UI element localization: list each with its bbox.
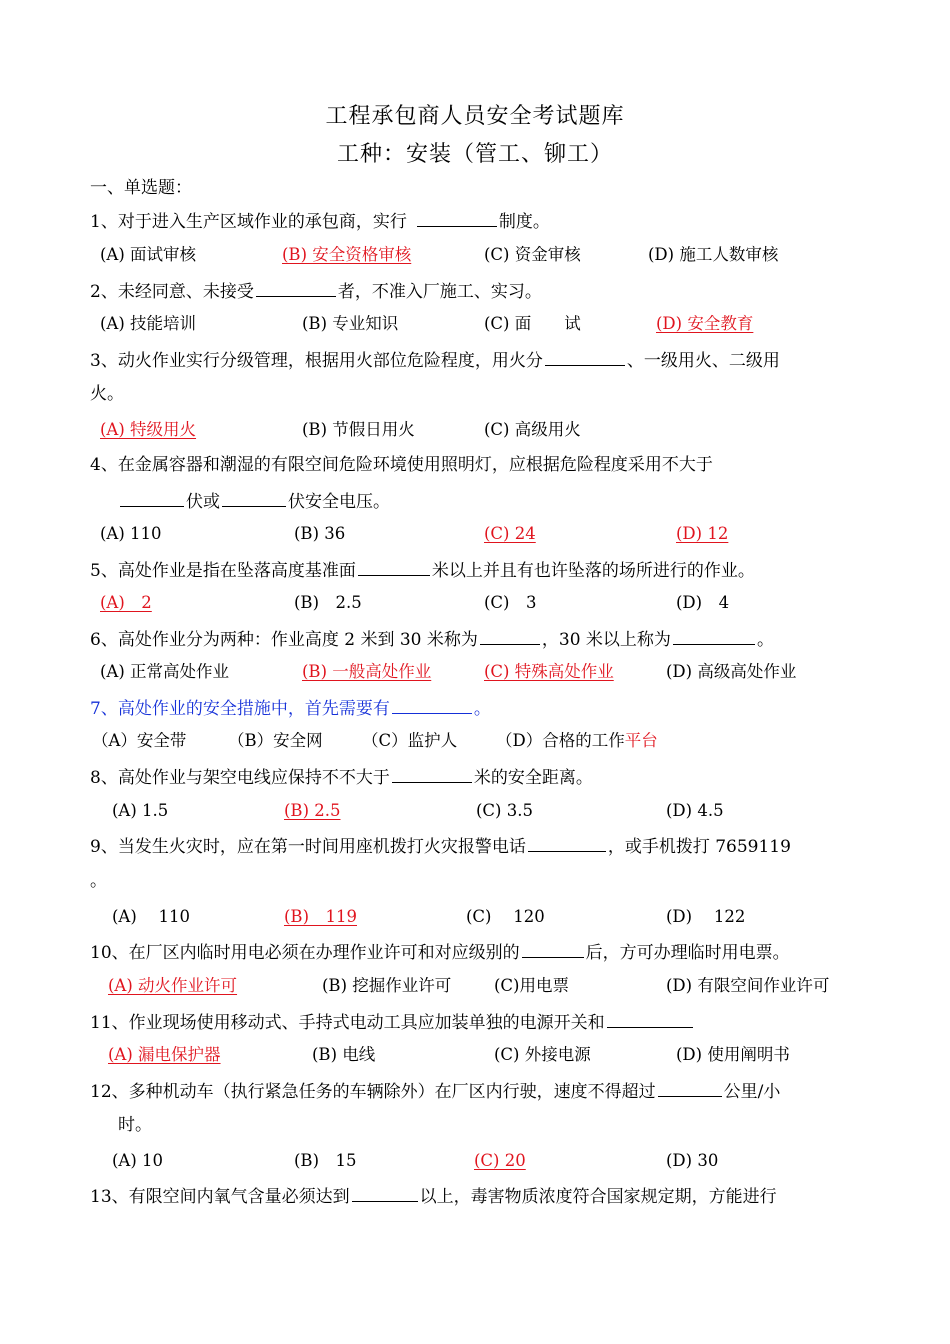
option-c: (C) 面 试 xyxy=(484,314,581,333)
question-text: 。 xyxy=(756,630,774,650)
question-text: 米以上并且有也许坠落的场所进行的作业。 xyxy=(431,561,755,581)
answer-blank xyxy=(120,488,184,507)
question-text: ，30 米以上称为 xyxy=(541,630,671,650)
option-b: (B) 电线 xyxy=(312,1045,376,1064)
option-a: (A) 10 xyxy=(112,1151,164,1170)
option-a-answer: (A) 2 xyxy=(100,593,152,612)
option-b: (B) 15 xyxy=(294,1151,357,1170)
option-d: (D) 4.5 xyxy=(666,801,724,820)
question-7 xyxy=(90,695,491,721)
option-a: (A) 面试审核 xyxy=(100,245,197,264)
option-b: （B）安全网 xyxy=(228,731,323,750)
question-text: 9、当发生火灾时，应在第一时间用座机拨打火灾报警电话 xyxy=(90,837,526,857)
question-text: 米的安全距离。 xyxy=(473,768,593,788)
question-10 xyxy=(90,939,790,965)
question-text: 公里/小 xyxy=(723,1082,781,1102)
option-d: (D) 高级高处作业 xyxy=(666,662,797,681)
option-a: （A）安全带 xyxy=(92,731,187,750)
question-4: 4、在金属容器和潮湿的有限空间危险环境使用照明灯，应根据危险程度采用不大于 xyxy=(90,455,713,475)
question-text: 13、有限空间内氧气含量必须达到 xyxy=(90,1187,350,1207)
option-c: (C) 资金审核 xyxy=(484,245,581,264)
option-a-answer: (A) 漏电保护器 xyxy=(108,1045,221,1064)
answer-blank xyxy=(392,695,472,714)
option-b-answer: (B) 119 xyxy=(284,907,357,926)
question-4-cont xyxy=(118,488,390,514)
answer-blank xyxy=(480,626,540,645)
option-c: （C）监护人 xyxy=(362,731,458,750)
option-text: （D）合格的工作 xyxy=(496,731,625,750)
answer-blank xyxy=(358,557,430,576)
option-d: (D) 施工人数审核 xyxy=(648,245,779,264)
question-text: 以上，毒害物质浓度符合国家规定期，方能进行 xyxy=(419,1187,777,1207)
option-d-answer: (D) 12 xyxy=(676,524,729,543)
question-text: 5、高处作业是指在坠落高度基准面 xyxy=(90,561,356,581)
option-d-answer: (D) 安全教育 xyxy=(656,314,754,333)
question-text: 伏安全电压。 xyxy=(288,492,390,512)
answer-blank xyxy=(392,764,472,783)
option-c: (C) 3 xyxy=(484,593,537,612)
question-text: 11、作业现场使用移动式、手持式电动工具应加装单独的电源开关和 xyxy=(90,1013,605,1033)
question-3-cont: 火。 xyxy=(90,384,124,404)
answer-blank xyxy=(256,278,336,297)
question-8 xyxy=(90,764,593,790)
option-b-answer: (B) 2.5 xyxy=(284,801,341,820)
option-b: (B) 36 xyxy=(294,524,346,543)
answer-blank xyxy=(522,939,584,958)
answer-blank xyxy=(673,626,755,645)
option-d: (D) 30 xyxy=(666,1151,719,1170)
answer-blank xyxy=(352,1183,418,1202)
question-text: 后，方可办理临时用电票。 xyxy=(585,943,790,963)
question-text: 3、动火作业实行分级管理，根据用火部位危险程度，用火分 xyxy=(90,351,543,371)
question-3 xyxy=(90,347,780,373)
option-c: (C) 3.5 xyxy=(476,801,533,820)
question-12-cont: 时。 xyxy=(118,1115,152,1135)
option-c: (C) 外接电源 xyxy=(494,1045,591,1064)
option-a: (A) 正常高处作业 xyxy=(100,662,230,681)
question-12 xyxy=(90,1078,780,1104)
option-c: (C)用电票 xyxy=(494,976,569,995)
option-c-answer: (C) 20 xyxy=(474,1151,526,1170)
section-heading: 一、单选题： xyxy=(90,178,192,198)
question-9 xyxy=(90,833,791,859)
answer-blank xyxy=(222,488,286,507)
question-text: 、一级用火、二级用 xyxy=(626,351,780,371)
answer-blank xyxy=(607,1009,693,1028)
page-title: 工程承包商人员安全考试题库 xyxy=(325,104,625,129)
option-b-answer: (B) 安全资格审核 xyxy=(282,245,412,264)
question-1 xyxy=(90,208,550,234)
question-11 xyxy=(90,1009,695,1035)
question-5 xyxy=(90,557,755,583)
option-d xyxy=(496,729,658,753)
question-text: 者，不准入厂施工、实习。 xyxy=(337,282,542,302)
option-d: (D) 122 xyxy=(666,907,746,926)
option-d: (D) 4 xyxy=(676,593,730,612)
option-b: (B) 节假日用火 xyxy=(302,420,415,439)
question-text: 制度。 xyxy=(498,212,550,232)
answer-blank xyxy=(545,347,625,366)
question-text: 。 xyxy=(473,699,491,719)
answer-blank xyxy=(658,1078,722,1097)
option-b-answer: (B) 一般高处作业 xyxy=(302,662,432,681)
page-subtitle: 工种：安装（管工、铆工） xyxy=(336,142,613,167)
option-a: (A) 技能培训 xyxy=(100,314,197,333)
option-d: (D) 使用阐明书 xyxy=(676,1045,790,1064)
option-a: (A) 110 xyxy=(112,907,191,926)
option-c-answer: (C) 24 xyxy=(484,524,536,543)
option-c: (C) 高级用火 xyxy=(484,420,581,439)
option-text-highlight: 平台 xyxy=(624,731,658,750)
question-text: 7、高处作业的安全措施中，首先需要有 xyxy=(90,699,390,719)
question-2 xyxy=(90,278,542,304)
question-text: ，或手机拨打 7659119 xyxy=(607,837,791,857)
question-text: 6、高处作业分为两种：作业高度 2 米到 30 米称为 xyxy=(90,630,478,650)
answer-blank xyxy=(528,833,606,852)
option-b: (B) 挖掘作业许可 xyxy=(322,976,452,995)
option-a: (A) 1.5 xyxy=(112,801,169,820)
question-text: 伏或 xyxy=(186,492,220,512)
option-b: (B) 2.5 xyxy=(294,593,362,612)
question-text: 8、高处作业与架空电线应保持不不大于 xyxy=(90,768,390,788)
question-6 xyxy=(90,626,774,652)
answer-blank xyxy=(417,208,497,227)
question-text: 1、对于进入生产区域作业的承包商，实行 xyxy=(90,212,407,232)
option-c: (C) 120 xyxy=(466,907,545,926)
option-b: (B) 专业知识 xyxy=(302,314,399,333)
option-d: (D) 有限空间作业许可 xyxy=(666,976,830,995)
option-a-answer: (A) 动火作业许可 xyxy=(108,976,238,995)
option-a-answer: (A) 特级用火 xyxy=(100,420,197,439)
question-text: 12、多种机动车（执行紧急任务的车辆除外）在厂区内行驶，速度不得超过 xyxy=(90,1082,656,1102)
option-c-answer: (C) 特殊高处作业 xyxy=(484,662,614,681)
question-text: 2、未经同意、未接受 xyxy=(90,282,254,302)
option-a: (A) 110 xyxy=(100,524,162,543)
question-text: 10、在厂区内临时用电必须在办理作业许可和对应级别的 xyxy=(90,943,520,963)
question-9-cont: 。 xyxy=(90,871,107,891)
question-13 xyxy=(90,1183,777,1209)
